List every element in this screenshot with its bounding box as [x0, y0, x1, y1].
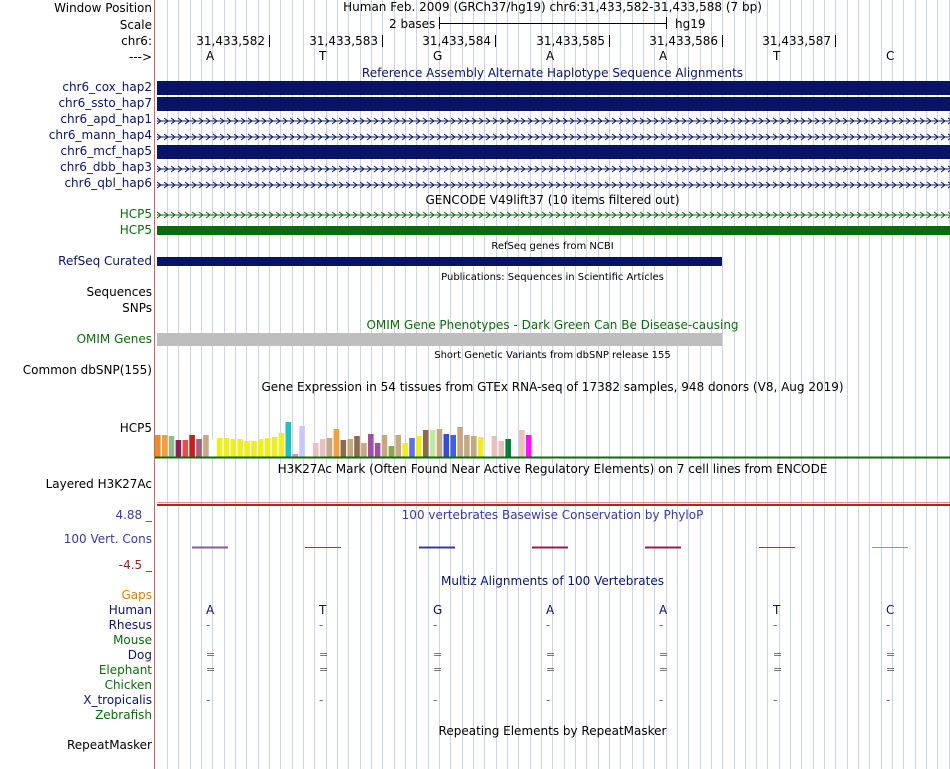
- gtex-tissue-bar[interactable]: [299, 426, 305, 457]
- multiz-alignment-char: =: [886, 648, 896, 661]
- multiz-alignment-char: =: [433, 663, 443, 676]
- position-tick-label: 31,433,585: [536, 34, 605, 48]
- gtex-tissue-bar[interactable]: [155, 435, 161, 457]
- multiz-alignment-char: -: [773, 693, 778, 707]
- gencode-track-title[interactable]: GENCODE V49lift37 (10 items filtered out): [425, 193, 680, 207]
- base-letter: A: [659, 49, 668, 63]
- multiz-alignment-char: -: [319, 693, 324, 707]
- gtex-tissue-bar[interactable]: [244, 441, 250, 457]
- multiz-alignment-char: T: [773, 603, 781, 617]
- gtex-tissue-bar[interactable]: [176, 440, 182, 457]
- multiz-species-label[interactable]: Chicken: [104, 678, 152, 692]
- gtex-tissue-bar[interactable]: [334, 429, 340, 457]
- multiz-alignment-char: =: [433, 648, 443, 661]
- gencode-item-1-feature[interactable]: [157, 209, 950, 219]
- position-tick-mark: [495, 35, 496, 47]
- gtex-tissue-bar[interactable]: [437, 429, 443, 457]
- multiz-species-label[interactable]: Rhesus: [108, 618, 152, 632]
- multiz-species-label[interactable]: Dog: [127, 648, 152, 662]
- gtex-tissue-bar[interactable]: [306, 426, 312, 457]
- position-tick-label: 31,433,587: [762, 34, 831, 48]
- multiz-alignment-char: G: [433, 603, 443, 617]
- scale-bar-right-end: [666, 17, 667, 29]
- omim-track-title[interactable]: OMIM Gene Phenotypes - Dark Green Can Be Disease-causing: [366, 318, 739, 332]
- multiz-alignment-char: -: [319, 618, 324, 632]
- gtex-tissue-bar[interactable]: [368, 434, 374, 457]
- gtex-tissue-bar[interactable]: [237, 439, 243, 457]
- multiz-alignment-char: C: [886, 603, 895, 617]
- h3k27ac-label[interactable]: Layered H3K27Ac: [45, 477, 152, 491]
- position-tick-label: 31,433,582: [196, 34, 265, 48]
- gtex-tissue-bar[interactable]: [395, 435, 401, 457]
- gtex-tissue-bar[interactable]: [526, 435, 532, 457]
- gtex-tissue-bar[interactable]: [231, 439, 237, 457]
- refseq-feature[interactable]: [157, 257, 722, 266]
- multiz-alignment-char: -: [773, 618, 778, 632]
- multiz-track-title[interactable]: Multiz Alignments of 100 Vertebrates: [440, 574, 665, 588]
- gtex-tissue-bar[interactable]: [279, 433, 285, 457]
- gtex-tissue-bar[interactable]: [347, 439, 353, 457]
- multiz-alignment-char: =: [206, 648, 216, 661]
- gtex-tissue-bar[interactable]: [375, 443, 381, 457]
- multiz-alignment-char: =: [319, 648, 329, 661]
- scale-bases-text: 2 bases: [389, 17, 436, 31]
- multiz-alignment-char: -: [546, 693, 551, 707]
- haplotype-label[interactable]: chr6_dbb_hap3: [60, 160, 152, 174]
- position-tick-label: 31,433,583: [309, 34, 378, 48]
- publications-track-title[interactable]: Publications: Sequences in Scientific Articles: [441, 272, 664, 283]
- haplotype-label[interactable]: chr6_ssto_hap7: [58, 96, 152, 110]
- gtex-tissue-bar[interactable]: [203, 435, 209, 457]
- publications-snps-label[interactable]: SNPs: [122, 301, 152, 315]
- omim-feature[interactable]: [157, 333, 722, 346]
- haplotype-label[interactable]: chr6_qbl_hap6: [64, 176, 152, 190]
- repeatmasker-track-title[interactable]: Repeating Elements by RepeatMasker: [438, 724, 667, 738]
- multiz-alignment-char: =: [546, 648, 556, 661]
- assembly-position-text: Human Feb. 2009 (GRCh37/hg19) chr6:31,433,582-31,433,588 (7 bp): [343, 0, 762, 14]
- multiz-alignment-char: -: [886, 618, 891, 632]
- repeatmasker-label[interactable]: RepeatMasker: [66, 738, 152, 752]
- gtex-tissue-bar[interactable]: [382, 435, 388, 457]
- gtex-tissue-bar[interactable]: [183, 440, 189, 457]
- dbsnp-label[interactable]: Common dbSNP(155): [22, 363, 152, 377]
- gtex-tissue-bar[interactable]: [162, 435, 168, 457]
- gtex-tissue-bar[interactable]: [402, 443, 408, 457]
- h3k27ac-signal-line-light: [157, 502, 950, 503]
- base-letter: C: [886, 49, 895, 63]
- phylop-track-title[interactable]: 100 vertebrates Basewise Conservation by PhyloP: [401, 508, 704, 522]
- multiz-species-label[interactable]: Human: [108, 603, 152, 617]
- multiz-alignment-char: -: [659, 618, 664, 632]
- gtex-tissue-bar[interactable]: [341, 440, 347, 457]
- multiz-alignment-char: T: [319, 603, 327, 617]
- gtex-tissue-bar[interactable]: [313, 443, 319, 457]
- phylop-max-label: 4.88 _: [115, 508, 152, 522]
- multiz-alignment-char: -: [206, 618, 211, 632]
- multiz-alignment-char: -: [433, 693, 438, 707]
- gtex-tissue-bar[interactable]: [210, 440, 216, 457]
- gtex-tissue-bar[interactable]: [272, 437, 278, 457]
- position-tick-label: 31,433,586: [649, 34, 718, 48]
- multiz-alignment-char: =: [659, 663, 669, 676]
- gtex-tissue-bar[interactable]: [354, 436, 360, 457]
- multiz-species-label[interactable]: Mouse: [113, 633, 152, 647]
- gencode-item-1-label[interactable]: HCP5: [119, 207, 152, 221]
- gtex-tissue-bar[interactable]: [389, 446, 395, 457]
- gtex-tissue-bar[interactable]: [327, 438, 333, 457]
- phylop-label[interactable]: 100 Vert. Cons: [63, 532, 152, 546]
- refseq-track-title[interactable]: RefSeq genes from NCBI: [491, 241, 614, 252]
- gtex-tissue-bar[interactable]: [416, 436, 422, 457]
- haplotype-label[interactable]: chr6_cox_hap2: [62, 80, 152, 94]
- phylop-min-label: -4.5 _: [118, 558, 152, 572]
- gtex-tissue-bar[interactable]: [464, 435, 470, 457]
- window-position-label: Window Position: [54, 1, 152, 15]
- gtex-tissue-bar[interactable]: [409, 438, 415, 457]
- chrom-label: chr6:: [121, 34, 152, 48]
- phylop-signal: [155, 543, 950, 553]
- gtex-tissue-bar[interactable]: [471, 436, 477, 457]
- gtex-tissue-bar[interactable]: [258, 439, 264, 457]
- gtex-tissue-bar[interactable]: [361, 443, 367, 457]
- omim-label[interactable]: OMIM Genes: [76, 332, 152, 346]
- gtex-tissue-bar[interactable]: [430, 430, 436, 457]
- multiz-species-label[interactable]: X_tropicalis: [83, 693, 152, 707]
- gtex-tissue-bar[interactable]: [450, 435, 456, 457]
- gtex-tissue-bar[interactable]: [485, 444, 491, 457]
- dbsnp-track-title[interactable]: Short Genetic Variants from dbSNP release 155: [434, 350, 671, 361]
- gtex-tissue-bar[interactable]: [265, 438, 271, 457]
- haplotype-alignment-block[interactable]: [157, 145, 950, 159]
- multiz-species-label[interactable]: Elephant: [98, 663, 152, 677]
- haplotype-label[interactable]: chr6_mcf_hap5: [60, 144, 152, 158]
- multiz-alignment-char: =: [773, 663, 783, 676]
- multiz-alignment-char: A: [206, 603, 215, 617]
- base-letter: G: [433, 49, 443, 63]
- strand-label: --->: [128, 50, 152, 64]
- h3k27ac-signal-line: [157, 504, 950, 506]
- gtex-tissue-bar[interactable]: [251, 441, 257, 457]
- gtex-tissue-bar[interactable]: [286, 422, 292, 457]
- gtex-tissue-bar[interactable]: [499, 441, 505, 457]
- gtex-tissue-bar[interactable]: [217, 438, 223, 457]
- multiz-alignment-char: =: [206, 663, 216, 676]
- gtex-tissue-bar[interactable]: [519, 430, 525, 457]
- gencode-item-2-feature[interactable]: [157, 226, 950, 235]
- haplotype-alignment-block[interactable]: [157, 81, 950, 95]
- scale-label: Scale: [119, 18, 152, 32]
- gtex-track-title[interactable]: Gene Expression in 54 tissues from GTEx RNA-seq of 17382 samples, 948 donors (V8, Aug 2019): [261, 380, 844, 394]
- gtex-label[interactable]: HCP5: [119, 421, 152, 435]
- multiz-alignment-char: -: [206, 693, 211, 707]
- multiz-gaps-label[interactable]: Gaps: [121, 588, 152, 602]
- gtex-tissue-bar[interactable]: [492, 436, 498, 457]
- multiz-species-label[interactable]: Zebrafish: [95, 708, 152, 722]
- multiz-alignment-char: -: [659, 693, 664, 707]
- scale-db-text: hg19: [675, 17, 706, 31]
- base-letter: T: [319, 49, 327, 63]
- scale-bar-left-end: [439, 17, 440, 29]
- multiz-alignment-char: -: [433, 618, 438, 632]
- haplotype-alignment-chevrons[interactable]: [157, 179, 950, 189]
- gtex-tissue-bar[interactable]: [189, 435, 195, 457]
- gtex-tissue-bar[interactable]: [320, 439, 326, 457]
- base-letter: A: [206, 49, 215, 63]
- multiz-alignment-char: =: [319, 663, 329, 676]
- gtex-tissue-bar[interactable]: [423, 430, 429, 457]
- multiz-alignment-char: -: [886, 693, 891, 707]
- position-tick-mark: [269, 35, 270, 47]
- multiz-alignment-char: =: [773, 648, 783, 661]
- gtex-bar-chart[interactable]: [155, 395, 950, 459]
- position-tick-label: 31,433,584: [422, 34, 491, 48]
- refseq-label[interactable]: RefSeq Curated: [58, 254, 152, 268]
- position-tick-mark: [609, 35, 610, 47]
- base-letter: T: [773, 49, 781, 63]
- gtex-tissue-bar[interactable]: [169, 436, 175, 457]
- multiz-alignment-char: =: [886, 663, 896, 676]
- haplotype-label[interactable]: chr6_mann_hap4: [48, 128, 152, 142]
- alt-haplotype-track-title[interactable]: Reference Assembly Alternate Haplotype Sequence Alignments: [361, 66, 744, 80]
- haplotype-alignment-chevrons[interactable]: [157, 115, 950, 125]
- publications-sequences-label[interactable]: Sequences: [86, 285, 152, 299]
- base-letter: A: [546, 49, 555, 63]
- gtex-tissue-bar[interactable]: [512, 438, 518, 457]
- gtex-tissue-bar[interactable]: [444, 434, 450, 457]
- gtex-tissue-bar[interactable]: [196, 439, 202, 457]
- haplotype-label[interactable]: chr6_apd_hap1: [60, 112, 152, 126]
- h3k27ac-track-title[interactable]: H3K27Ac Mark (Often Found Near Active Regulatory Elements) on 7 cell lines from ENCODE: [277, 462, 828, 476]
- haplotype-alignment-chevrons[interactable]: [157, 163, 950, 173]
- gtex-tissue-bar[interactable]: [505, 439, 511, 457]
- haplotype-alignment-block[interactable]: [157, 97, 950, 111]
- gtex-tissue-bar[interactable]: [457, 427, 463, 457]
- haplotype-alignment-chevrons[interactable]: [157, 131, 950, 141]
- multiz-alignment-char: -: [546, 618, 551, 632]
- position-tick-mark: [722, 35, 723, 47]
- position-tick-mark: [382, 35, 383, 47]
- position-tick-mark: [835, 35, 836, 47]
- multiz-alignment-char: =: [546, 663, 556, 676]
- scale-bar: [439, 23, 667, 24]
- gtex-tissue-bar[interactable]: [224, 438, 230, 457]
- gencode-item-2-label[interactable]: HCP5: [119, 223, 152, 237]
- gtex-tissue-bar[interactable]: [478, 437, 484, 457]
- multiz-alignment-char: =: [659, 648, 669, 661]
- multiz-alignment-char: A: [546, 603, 555, 617]
- multiz-alignment-char: A: [659, 603, 668, 617]
